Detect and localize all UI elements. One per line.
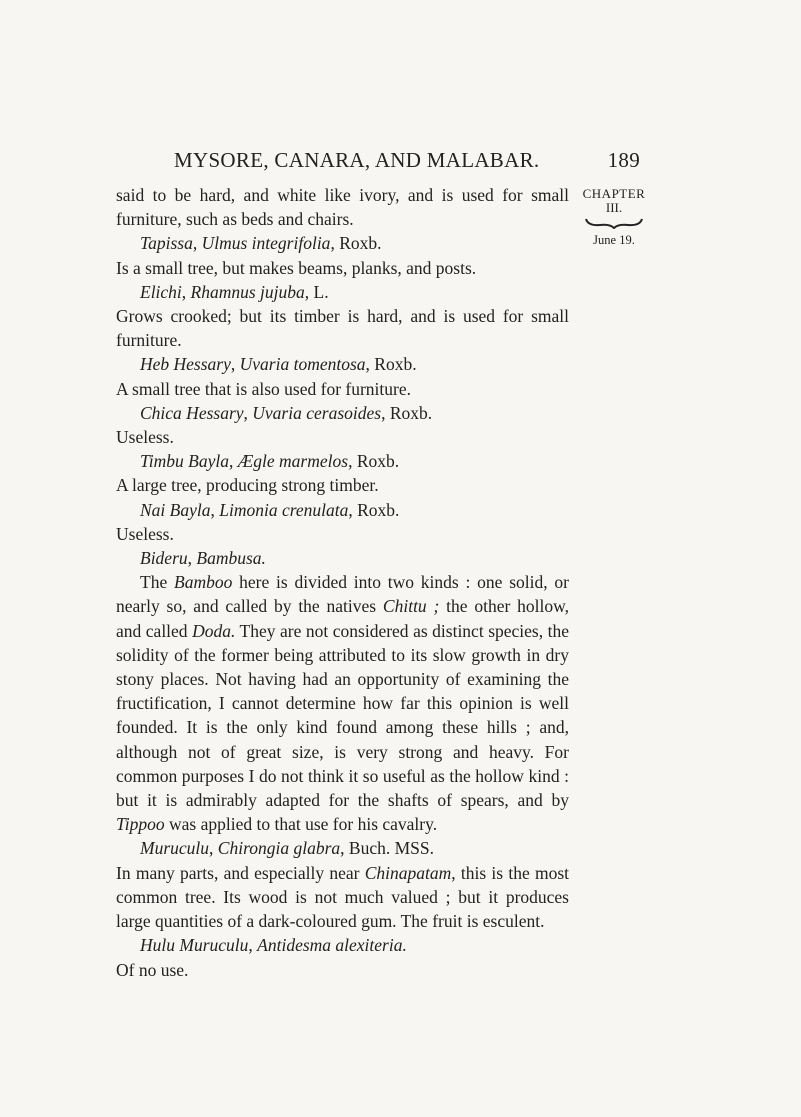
italic-text: Limonia crenulata xyxy=(219,499,349,520)
italic-text: Rhamnus jujuba xyxy=(190,281,305,302)
paragraph: Is a small tree, but makes beams, planks, and posts. xyxy=(116,257,477,278)
italic-text: Tippoo xyxy=(116,814,165,835)
text-span: , xyxy=(243,402,253,423)
text-span: here is divided into two kinds : one solid, or nearly so, and called by the natives xyxy=(116,572,569,617)
italic-text: Heb Hessary xyxy=(140,354,231,375)
text-span: , xyxy=(187,548,197,569)
italic-text: Bideru xyxy=(140,548,188,569)
text-span: , Roxb. xyxy=(381,402,433,423)
text-span: , xyxy=(248,935,258,956)
italic-text: Uvaria tomentosa xyxy=(239,354,366,375)
species-heading xyxy=(116,498,569,522)
text-span: , xyxy=(230,354,240,375)
italic-text: Antidesma alexiteria. xyxy=(257,935,407,956)
text-span: They are not considered as distinct species, the solidity of the former being attributed to its slow growth in dry stony places. Not having had an opportunity of examining the fructification, I cannot determine how far this opinion is well founded. It is the only kind found among these hills ; and, although not of great size, is very strong and heavy. For common purposes I do not think it so useful as the hollow kind : but it is admirably adapted for the shafts of spears, and by xyxy=(116,620,570,811)
text-span: was applied to that use for his cavalry. xyxy=(164,814,438,835)
species-heading xyxy=(116,352,569,376)
italic-text: Tapissa xyxy=(140,233,193,254)
text-span: , L. xyxy=(304,281,329,302)
paragraph: A large tree, producing strong timber. xyxy=(116,475,379,496)
text-span: , Roxb. xyxy=(365,354,417,375)
page-number: 189 xyxy=(607,148,640,172)
species-heading xyxy=(116,449,569,473)
paragraph: Useless. xyxy=(116,523,174,544)
margin-date: June 19. xyxy=(593,233,635,247)
italic-text: Muruculu xyxy=(140,838,210,859)
text-span: , xyxy=(209,838,218,859)
text-span: , xyxy=(181,281,191,302)
species-heading xyxy=(116,933,569,957)
text-span: , Buch. MSS. xyxy=(340,838,434,859)
paragraph xyxy=(116,861,569,934)
text-span: , this is the most common tree. Its wood is not much valued ; but it produces large quantities of a dark-coloured gum. The fruit is esculent. xyxy=(116,862,569,932)
paragraph: Grows crooked; but its timber is hard, and is used for small furniture. xyxy=(116,306,569,351)
text-span: , Roxb. xyxy=(348,499,400,520)
italic-text: Elichi xyxy=(140,281,182,302)
species-heading xyxy=(116,546,569,570)
species-heading xyxy=(116,836,569,860)
chapter-number: III. xyxy=(605,200,623,215)
text-span: In many parts, and especially near xyxy=(116,862,365,883)
text-span: The xyxy=(140,572,174,593)
chapter-label: CHAPTER xyxy=(582,186,646,201)
italic-text: Chinapatam xyxy=(364,862,452,883)
italic-text: Doda. xyxy=(192,620,236,641)
paragraph: Useless. xyxy=(116,427,174,448)
italic-text: Timbu Bayla xyxy=(140,451,229,472)
text-span: , Roxb. xyxy=(330,233,382,254)
species-heading xyxy=(116,401,569,425)
italic-text: Nai Bayla xyxy=(140,499,211,520)
brace-ornament xyxy=(584,217,644,229)
text-span: , xyxy=(192,233,202,254)
italic-text: Bamboo xyxy=(174,572,233,593)
text-span: the other hollow, and called xyxy=(116,596,570,641)
text-span: , xyxy=(210,499,220,520)
margin-note xyxy=(578,187,650,247)
species-heading xyxy=(116,280,569,304)
italic-text: Chittu ; xyxy=(382,596,440,617)
italic-text: Bambusa. xyxy=(196,548,266,569)
body-text xyxy=(116,183,569,982)
italic-text: Ægle marmelos xyxy=(237,451,349,472)
italic-text: Chirongia glabra xyxy=(217,838,341,859)
text-span: , xyxy=(228,451,238,472)
text-span: , Roxb. xyxy=(348,451,400,472)
paragraph: Of no use. xyxy=(116,959,189,980)
paragraph: A small tree that is also used for furniture. xyxy=(116,378,411,399)
species-heading xyxy=(116,231,569,255)
paragraph: said to be hard, and white like ivory, and is used for small furniture, such as beds and chairs. xyxy=(116,185,569,230)
paragraph xyxy=(116,570,569,836)
running-title: MYSORE, CANARA, AND MALABAR. xyxy=(174,148,540,172)
italic-text: Uvaria cerasoides xyxy=(252,402,382,423)
italic-text: Hulu Muruculu xyxy=(140,935,249,956)
italic-text: Ulmus integrifolia xyxy=(201,233,331,254)
italic-text: Chica Hessary xyxy=(140,402,244,423)
